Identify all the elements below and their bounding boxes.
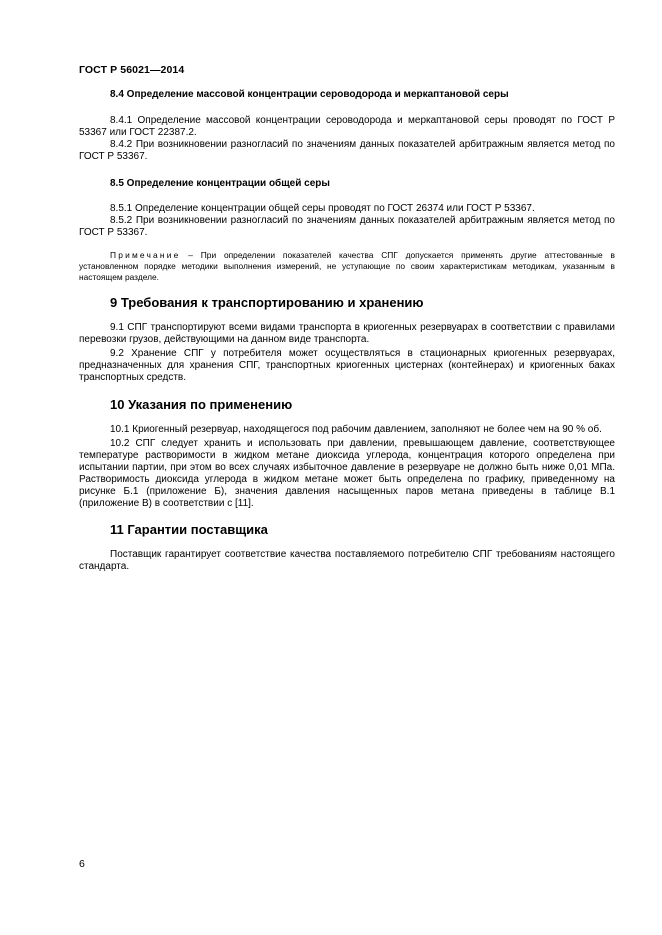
paragraph-8-5-2: 8.5.2 При возникновении разногласий по значениям данных показателей арбитражным является метод по ГОСТ Р 53367. <box>79 215 615 238</box>
section-9-heading: 9 Требования к транспортированию и хранению <box>110 295 424 310</box>
paragraph-9-2: 9.2 Хранение СПГ у потребителя может осуществляться в стационарных криогенных резервуарах, предназначенных для хранения СПГ, транспортных криогенных цистернах (контейнерах) и криогенных баках транспортных средств. <box>79 348 615 383</box>
paragraph-8-4-1: 8.4.1 Определение массовой концентрации сероводорода и меркаптановой серы проводят по ГОСТ Р 53367 или ГОСТ 22387.2. <box>79 115 615 138</box>
paragraph-9-1: 9.1 СПГ транспортируют всеми видами транспорта в криогенных резервуарах в соответствии с правилами перевозки грузов, действующими на данном виде транспорта. <box>79 322 615 345</box>
paragraph-8-5-1: 8.5.1 Определение концентрации общей серы проводят по ГОСТ 26374 или ГОСТ Р 53367. <box>110 203 535 214</box>
section-11-heading: 11 Гарантии поставщика <box>110 522 268 537</box>
section-8-4-heading: 8.4 Определение массовой концентрации сероводорода и меркаптановой серы <box>110 89 509 100</box>
paragraph-10-2: 10.2 СПГ следует хранить и использовать при давлении, превышающем давление, соответствующее температуре растворимости в жидком метане диоксида углерода, концентрация которого определена при испытании партии, при этом во всех случаях избыточное давление в резервуаре не должно быть ниже 0,01 МПа. Растворимость диоксида углерода в жидком метане может быть определена по графику, приведенному на рисунке Б.1 (приложение Б), значения давления насыщенных паров метана приведены в таблице В.1 (приложение В) в соответствии с [11]. <box>79 438 615 509</box>
note <box>79 250 615 283</box>
note-label: Примечание <box>110 250 181 260</box>
paragraph-8-4-2: 8.4.2 При возникновении разногласий по значениям данных показателей арбитражным является метод по ГОСТ Р 53367. <box>79 139 615 162</box>
standard-header: ГОСТ Р 56021—2014 <box>79 64 185 76</box>
paragraph-11: Поставщик гарантирует соответствие качества поставляемого потребителю СПГ требованиям настоящего стандарта. <box>79 549 615 572</box>
page-content <box>79 88 615 573</box>
page-number: 6 <box>79 858 85 870</box>
paragraph-10-1: 10.1 Криогенный резервуар, находящегося под рабочим давлением, заполняют не более чем на 90 % об. <box>110 424 602 435</box>
section-8-5-heading: 8.5 Определение концентрации общей серы <box>110 178 330 189</box>
note-text: – При определении показателей качества СПГ допускается применять другие аттестованные в установленном порядке методики выполнения измерений, не уступающие по своим характеристикам методикам, указанным в настоящем разделе. <box>79 250 615 282</box>
section-10-heading: 10 Указания по применению <box>110 397 293 412</box>
